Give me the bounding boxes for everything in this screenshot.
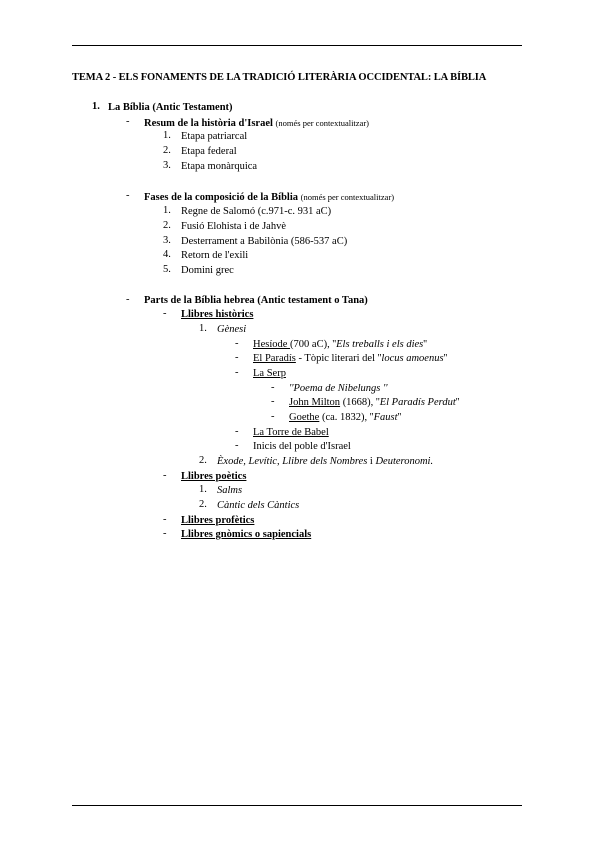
- paradis-name: El Paradís: [253, 353, 296, 364]
- section-heading: La Bíblia (Antic Testament): [108, 102, 233, 113]
- list-number: 4.: [163, 249, 171, 260]
- goethe-date: (ca. 1832), '': [319, 412, 374, 423]
- bullet-dash: -: [235, 440, 239, 451]
- bullet-dash: -: [235, 426, 239, 437]
- paradis-desc: - Tòpic literari del '': [295, 353, 382, 364]
- list-number: 1.: [199, 323, 207, 334]
- list-number: 2.: [199, 499, 207, 510]
- exode-line: [217, 455, 433, 469]
- milton-quote-close: '': [455, 397, 460, 408]
- paradis-line: [253, 352, 447, 366]
- milton-name: John Milton: [289, 397, 341, 408]
- bullet-dash: -: [163, 528, 167, 539]
- goethe-quote-close: '': [397, 412, 402, 423]
- resum-note: (només per contextualitzar): [275, 118, 370, 128]
- bullet-dash: -: [271, 382, 275, 393]
- exode-and: i: [367, 456, 376, 467]
- list-number: 1.: [163, 130, 171, 141]
- exode-deuteronomi: Deuteronomi.: [375, 456, 434, 467]
- fases-note: (només per contextualitzar): [300, 192, 395, 202]
- fases-label: Fases de la composició de la Bíblia: [144, 192, 299, 203]
- exode-books: Èxode, Levític, Llibre dels Nombres: [217, 456, 368, 467]
- goethe-name: Goethe: [289, 412, 320, 423]
- list-number: 3.: [163, 235, 171, 246]
- list-number: 2.: [163, 220, 171, 231]
- fases-item: Retorn de l'exili: [181, 250, 249, 261]
- bullet-dash: -: [235, 352, 239, 363]
- section-number: 1.: [92, 101, 100, 112]
- salms-label: Salms: [217, 485, 243, 496]
- resum-item: Etapa federal: [181, 146, 237, 157]
- paradis-work: locus amoenus: [381, 353, 444, 364]
- bullet-dash: -: [126, 190, 130, 201]
- resum-label: Resum de la història d'Israel: [144, 118, 273, 129]
- parts-heading: Parts de la Bíblia hebrea (Antic testament o Tana): [144, 295, 368, 306]
- hesiode-name: Hesíode: [253, 339, 291, 350]
- resum-item: Etapa patriarcal: [181, 131, 248, 142]
- fases-heading: [144, 190, 394, 205]
- goethe-work: Faust: [373, 412, 398, 423]
- bullet-dash: -: [235, 338, 239, 349]
- milton-line: [289, 396, 460, 410]
- llibres-poetics: Llibres poètics: [181, 471, 247, 482]
- hesiode-work: Els treballs i els dies: [336, 339, 424, 350]
- goethe-line: [289, 411, 401, 425]
- nibelungs-line: ''Poema de Nibelungs '': [289, 383, 388, 394]
- hesiode-quote-close: '': [423, 339, 428, 350]
- bullet-dash: -: [271, 396, 275, 407]
- fases-item: Regne de Salomó (c.971-c. 931 aC): [181, 206, 332, 217]
- hesiode-date: (700 aC), '': [290, 339, 337, 350]
- resum-heading: [144, 116, 369, 131]
- list-number: 2.: [163, 145, 171, 156]
- inicis-label: Inicis del poble d'Israel: [253, 441, 351, 452]
- serp-label: La Serp: [253, 368, 286, 379]
- bullet-dash: -: [163, 308, 167, 319]
- hesiode-line: [253, 338, 427, 352]
- fases-item: Desterrament a Babilònia (586-537 aC): [181, 236, 348, 247]
- bullet-dash: -: [271, 411, 275, 422]
- llibres-profetics: Llibres profètics: [181, 515, 255, 526]
- milton-work: El Paradís Perdut: [379, 397, 456, 408]
- llibres-gnomics: Llibres gnòmics o sapiencials: [181, 529, 312, 540]
- list-number: 1.: [199, 484, 207, 495]
- page-title: TEMA 2 - ELS FONAMENTS DE LA TRADICIÓ LITERÀRIA OCCIDENTAL: LA BÍBLIA: [72, 72, 487, 83]
- torre-label: La Torre de Babel: [253, 427, 329, 438]
- milton-date: (1668), '': [340, 397, 380, 408]
- list-number: 5.: [163, 264, 171, 275]
- list-number: 1.: [163, 205, 171, 216]
- top-rule: [72, 45, 522, 46]
- resum-item: Etapa monàrquica: [181, 161, 258, 172]
- fases-item: Fusió Elohista i de Jahvè: [181, 221, 286, 232]
- cantic-label: Càntic dels Càntics: [217, 500, 300, 511]
- genesi-label: Gènesi: [217, 324, 247, 335]
- bullet-dash: -: [163, 514, 167, 525]
- bottom-rule: [72, 805, 522, 806]
- paradis-quote-close: '': [443, 353, 448, 364]
- fases-item: Domini grec: [181, 265, 234, 276]
- bullet-dash: -: [126, 116, 130, 127]
- bullet-dash: -: [163, 470, 167, 481]
- list-number: 2.: [199, 455, 207, 466]
- llibres-historics: Llibres històrics: [181, 309, 254, 320]
- bullet-dash: -: [126, 294, 130, 305]
- list-number: 3.: [163, 160, 171, 171]
- bullet-dash: -: [235, 367, 239, 378]
